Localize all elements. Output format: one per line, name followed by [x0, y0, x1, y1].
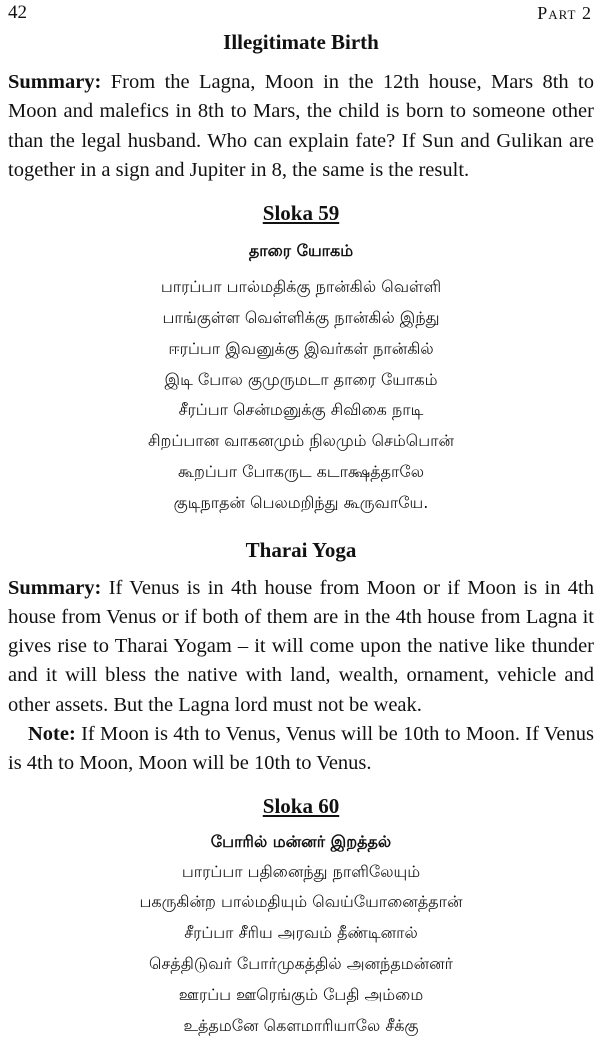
verse-line: ஈரப்பா இவனுக்கு இவர்கள் நான்கில்: [168, 338, 434, 358]
sloka-title: Sloka 59: [262, 201, 340, 226]
summary-paragraph: [8, 574, 594, 720]
verse-line: செத்திடுவர் போர்முகத்தில் அனந்தமன்னர்: [148, 954, 453, 974]
verse-line: பாரப்பா பதினைந்து நாளிலேயும்: [181, 861, 421, 881]
verse-line: உத்தமனே கௌமாரியாலே சீக்கு: [183, 1015, 419, 1035]
section-title: Illegitimate Birth: [223, 30, 379, 54]
page-number: 42: [8, 2, 27, 23]
tamil-title: தாரை யோகம்: [248, 241, 354, 261]
summary-text: If Venus is in 4th house from Moon or if Moon is in 4th house from Venus or if both of them are in the 4th house from Lagna it gives rise to Tharai Yogam – it will come upon the native like thunder and it will bless the native with land, wealth, ornament, vehicle and other assets. But the Lagna lord must not be weak.: [8, 576, 594, 716]
summary-text: From the Lagna, Moon in the 12th house, Mars 8th to Moon and malefics in 8th to Mars, the child is born to someone other than the legal husband. Who can explain fate? If Sun and Gulikan are together in a sign and Jupiter in 8, the same is the result.: [8, 71, 594, 181]
verse-line: இடி போல குமுருமடா தாரை யோகம்: [164, 369, 438, 389]
sloka-title: Sloka 60: [262, 793, 340, 818]
page-header: [0, 0, 600, 26]
note-paragraph: [8, 720, 594, 779]
verse-line: பாங்குள்ள வெள்ளிக்கு நான்கில் இந்து: [162, 307, 440, 327]
part-label: Part 2: [537, 3, 592, 23]
summary-label: Summary:: [8, 576, 102, 599]
note-text: If Moon is 4th to Venus, Venus will be 10th to Moon. If Venus is 4th to Moon, Moon will be 10th to Venus.: [8, 723, 594, 775]
section-title: Tharai Yoga: [245, 537, 357, 562]
tamil-title: போரில் மன்னர் இறத்தல்: [210, 831, 392, 851]
page-content: [8, 25, 594, 1041]
verse-line: பகருகின்ற பால்மதியும் வெய்யோனைத்தான்: [139, 892, 463, 912]
verse: [8, 857, 594, 1041]
verse-line: ஊரப்ப ஊரெங்கும் பேதி அம்மை: [178, 984, 424, 1004]
verse-line: சீரப்பா சென்மனுக்கு சிவிகை நாடி: [178, 400, 424, 420]
verse-line: குடிநாதன் பெலமறிந்து கூருவாயே.: [173, 492, 429, 512]
verse-line: சீரப்பா சீரிய அரவம் தீண்டினால்: [184, 923, 418, 943]
summary-paragraph: [8, 68, 594, 185]
note-label: Note:: [28, 723, 76, 746]
summary-label: Summary:: [8, 71, 102, 93]
verse: [8, 272, 594, 518]
verse-line: பாரப்பா பால்மதிக்கு நான்கில் வெள்ளி: [160, 277, 442, 297]
verse-line: கூறப்பா போகருட கடாக்ஷத்தாலே: [177, 461, 425, 481]
verse-line: சிறப்பான வாகனமும் நிலமும் செம்பொன்: [147, 431, 455, 451]
